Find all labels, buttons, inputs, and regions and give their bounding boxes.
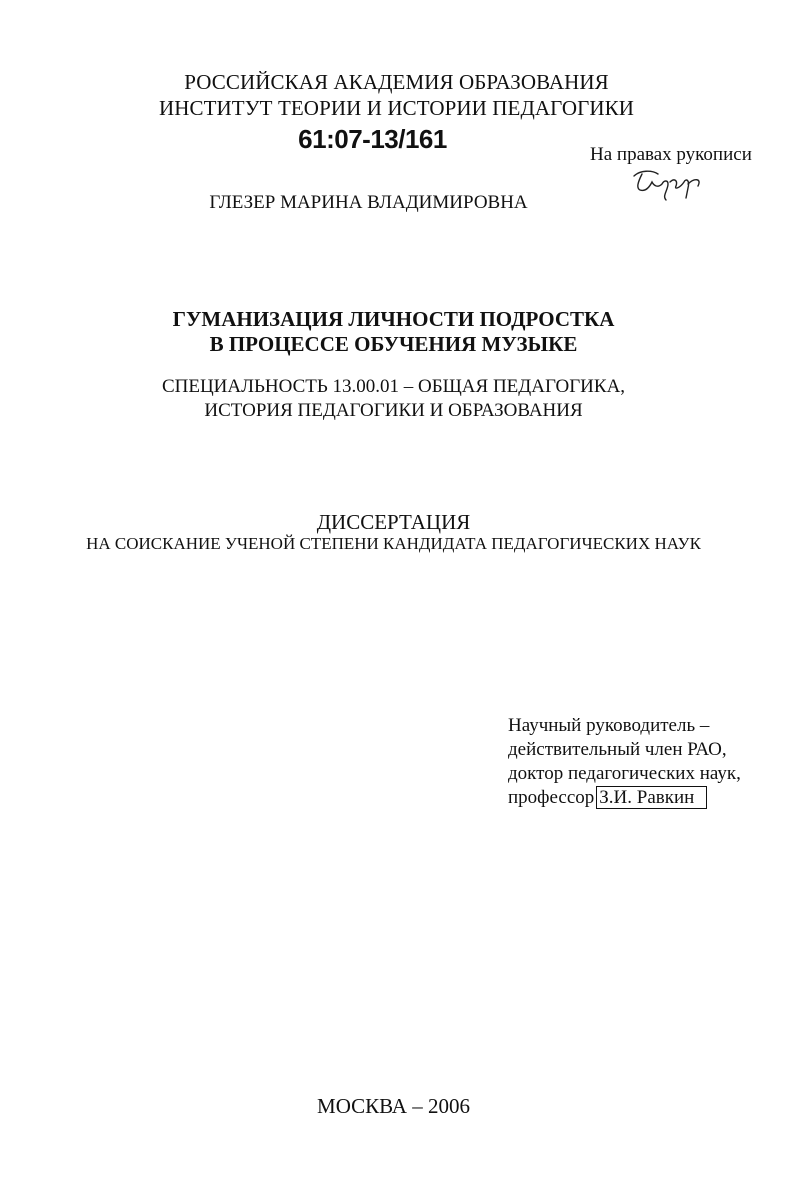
city-year: МОСКВА – 2006 [317,1094,470,1118]
supervisor-line4 [508,786,707,810]
thesis-title-line2: В ПРОЦЕССЕ ОБУЧЕНИЯ МУЗЫКЕ [209,332,578,356]
author-name: ГЛЕЗЕР МАРИНА ВЛАДИМИРОВНА [209,192,528,213]
supervisor-line1: Научный руководитель – [508,715,710,736]
manuscript-rights-note: На правах рукописи [590,144,752,165]
supervisor-line2: действительный член РАО, [508,739,727,760]
academy-name: РОССИЙСКАЯ АКАДЕМИЯ ОБРАЗОВАНИЯ [184,70,609,94]
institute-name: ИНСТИТУТ ТЕОРИИ И ИСТОРИИ ПЕДАГОГИКИ [158,96,635,120]
supervisor-name: З.И. Равкин [596,786,707,809]
dissertation-label: ДИССЕРТАЦИЯ [316,510,471,534]
specialty-line2: ИСТОРИЯ ПЕДАГОГИКИ И ОБРАЗОВАНИЯ [204,400,583,421]
supervisor-title: профессор [508,787,595,808]
thesis-title-line1: ГУМАНИЗАЦИЯ ЛИЧНОСТИ ПОДРОСТКА [172,307,615,331]
supervisor-line3: доктор педагогических наук, [508,763,741,784]
specialty-line1: СПЕЦИАЛЬНОСТЬ 13.00.01 – ОБЩАЯ ПЕДАГОГИКА, [161,376,626,397]
catalog-number: 61:07-13/161 [298,124,447,154]
degree-line: НА СОИСКАНИЕ УЧЕНОЙ СТЕПЕНИ КАНДИДАТА ПЕДАГОГИЧЕСКИХ НАУК [86,534,701,553]
